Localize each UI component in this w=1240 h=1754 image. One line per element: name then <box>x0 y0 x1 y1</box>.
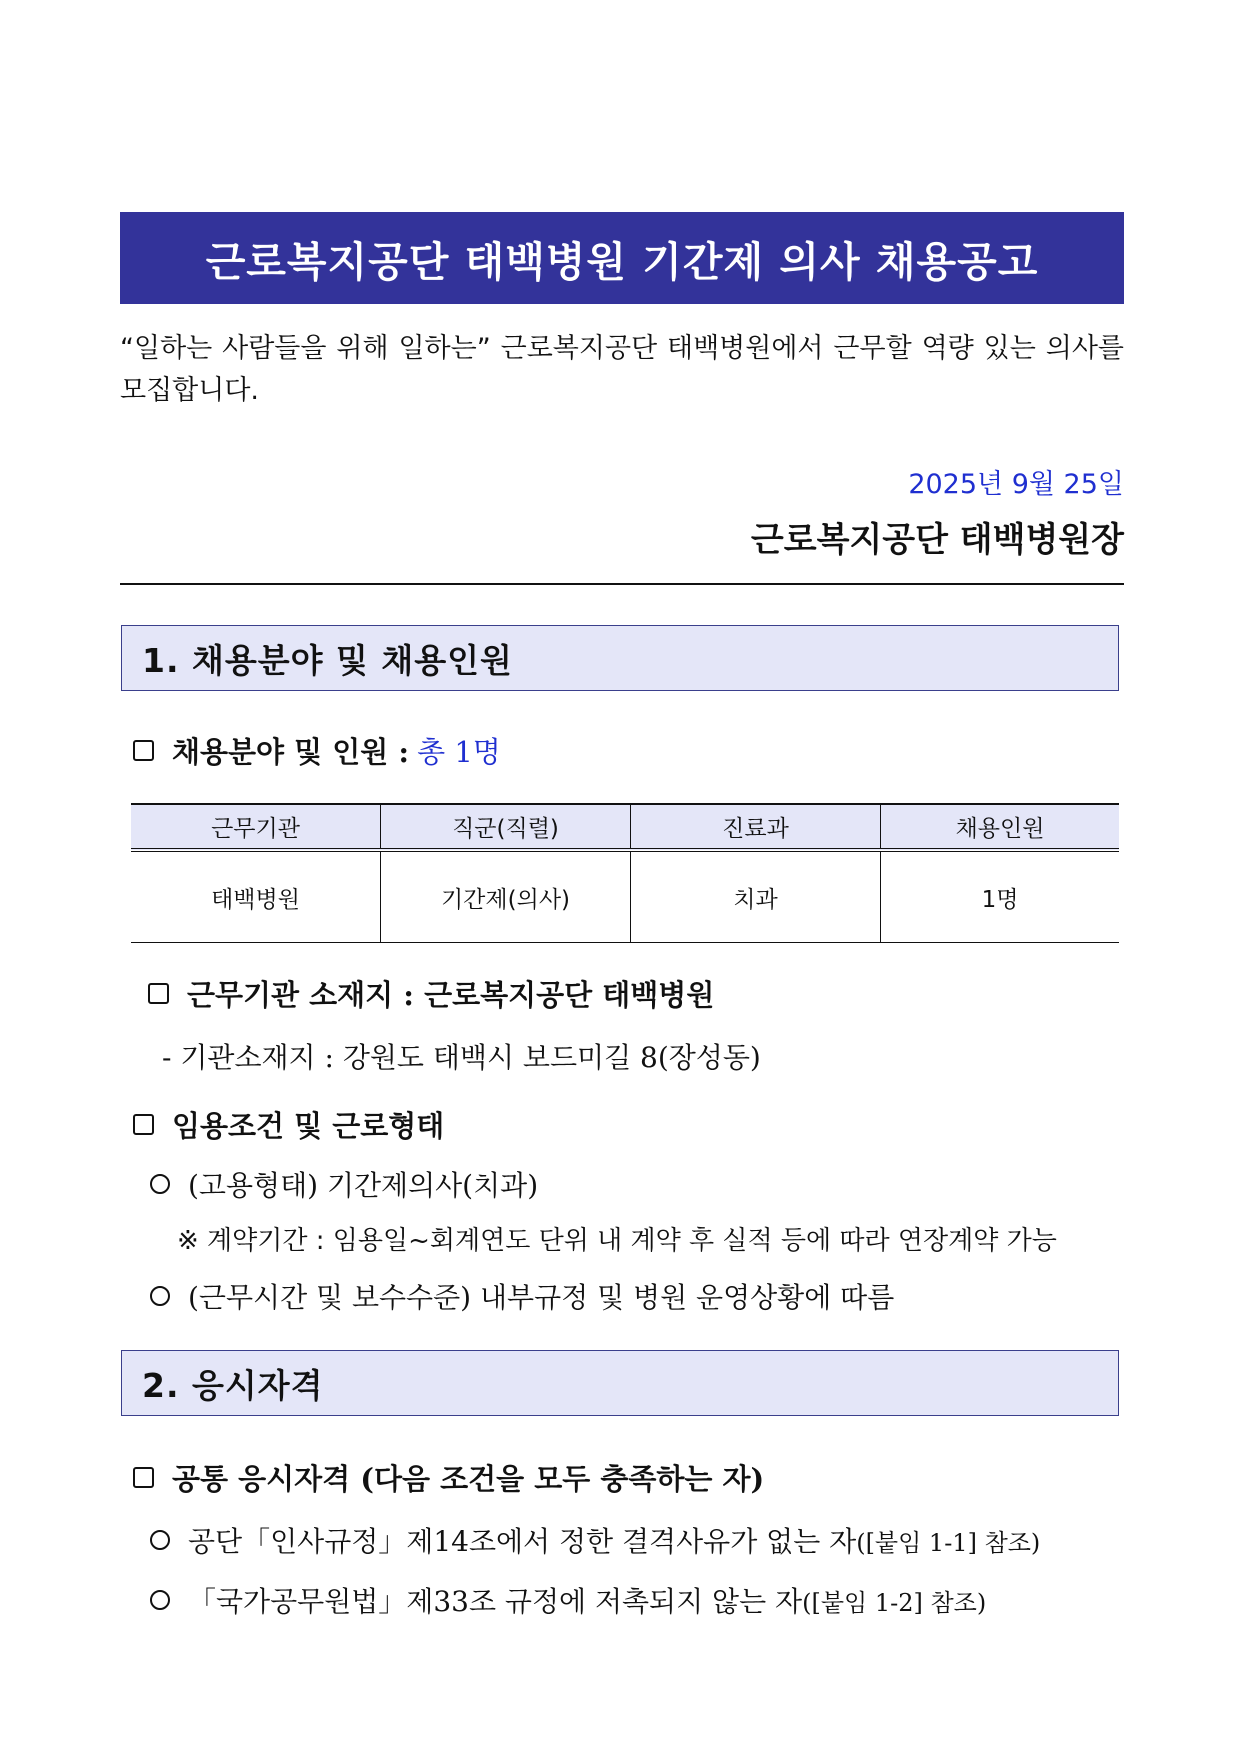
table-cell: 1명 <box>881 850 1120 943</box>
intro-paragraph: “일하는 사람들을 위해 일하는” 근로복지공단 태백병원에서 근무할 역량 있는 의사를 모집합니다. <box>120 333 1124 406</box>
circle-bullet-icon <box>150 1286 170 1306</box>
divider <box>120 583 1124 585</box>
table-row <box>131 850 1119 943</box>
column-header: 근무기관 <box>131 804 381 850</box>
location-label: 근무기관 소재지 : 근로복지공단 태백병원 <box>187 978 715 1012</box>
field-count-value: 총 1명 <box>417 735 501 769</box>
page-title: 근로복지공단 태백병원 기간제 의사 채용공고 <box>120 212 1124 304</box>
table-cell: 기간제(의사) <box>381 850 631 943</box>
circle-bullet-icon <box>150 1590 170 1610</box>
column-header: 직군(직렬) <box>381 804 631 850</box>
recruitment-table <box>131 803 1119 943</box>
contract-note: ※ 계약기간 : 임용일~회계연도 단위 내 계약 후 실적 등에 따라 연장계약 가능 <box>177 1226 1057 1256</box>
location-item <box>148 973 714 1014</box>
table-cell: 태백병원 <box>131 850 381 943</box>
issuer-name: 근로복지공단 태백병원장 <box>750 520 1124 560</box>
employment-type-item <box>150 1164 538 1204</box>
employment-type-text: (고용형태) 기간제의사(치과) <box>188 1169 539 1202</box>
section-1-header <box>121 625 1119 691</box>
circle-bullet-icon <box>150 1174 170 1194</box>
conditions-item <box>133 1104 444 1145</box>
qualification-item-2 <box>150 1580 986 1620</box>
column-header: 진료과 <box>631 804 881 850</box>
square-bullet-icon <box>133 740 154 761</box>
qualification-text: 「국가공무원법」제33조 규정에 저촉되지 않는 자 <box>188 1585 803 1618</box>
common-qualification-label: 공통 응시자격 (다음 조건을 모두 충족하는 자) <box>172 1462 765 1496</box>
announcement-date: 2025년 9월 25일 <box>908 469 1124 500</box>
field-count-item <box>133 730 501 771</box>
table-cell: 치과 <box>631 850 881 943</box>
section-2-header <box>121 1350 1119 1416</box>
field-count-label: 채용분야 및 인원 : <box>172 735 410 769</box>
section-2-heading: 2. 응시자격 <box>142 1365 324 1405</box>
work-hours-text: (근무시간 및 보수수준) 내부규정 및 병원 운영상황에 따름 <box>188 1281 895 1314</box>
square-bullet-icon <box>148 983 169 1004</box>
conditions-label: 임용조건 및 근로형태 <box>172 1109 445 1143</box>
location-detail: - 기관소재지 : 강원도 태백시 보드미길 8(장성동) <box>162 1041 761 1074</box>
qualification-ref: ([붙임 1-2] 참조) <box>802 1588 987 1617</box>
circle-bullet-icon <box>150 1530 170 1550</box>
square-bullet-icon <box>133 1467 154 1488</box>
qualification-ref: ([붙임 1-1] 참조) <box>856 1528 1041 1557</box>
table-header-row <box>131 804 1119 850</box>
common-qualification-item <box>133 1457 764 1498</box>
qualification-text: 공단「인사규정」제14조에서 정한 결격사유가 없는 자 <box>188 1525 857 1558</box>
work-hours-item <box>150 1276 894 1316</box>
qualification-item-1 <box>150 1520 1040 1560</box>
square-bullet-icon <box>133 1114 154 1135</box>
section-1-heading: 1. 채용분야 및 채용인원 <box>142 640 513 680</box>
column-header: 채용인원 <box>881 804 1120 850</box>
